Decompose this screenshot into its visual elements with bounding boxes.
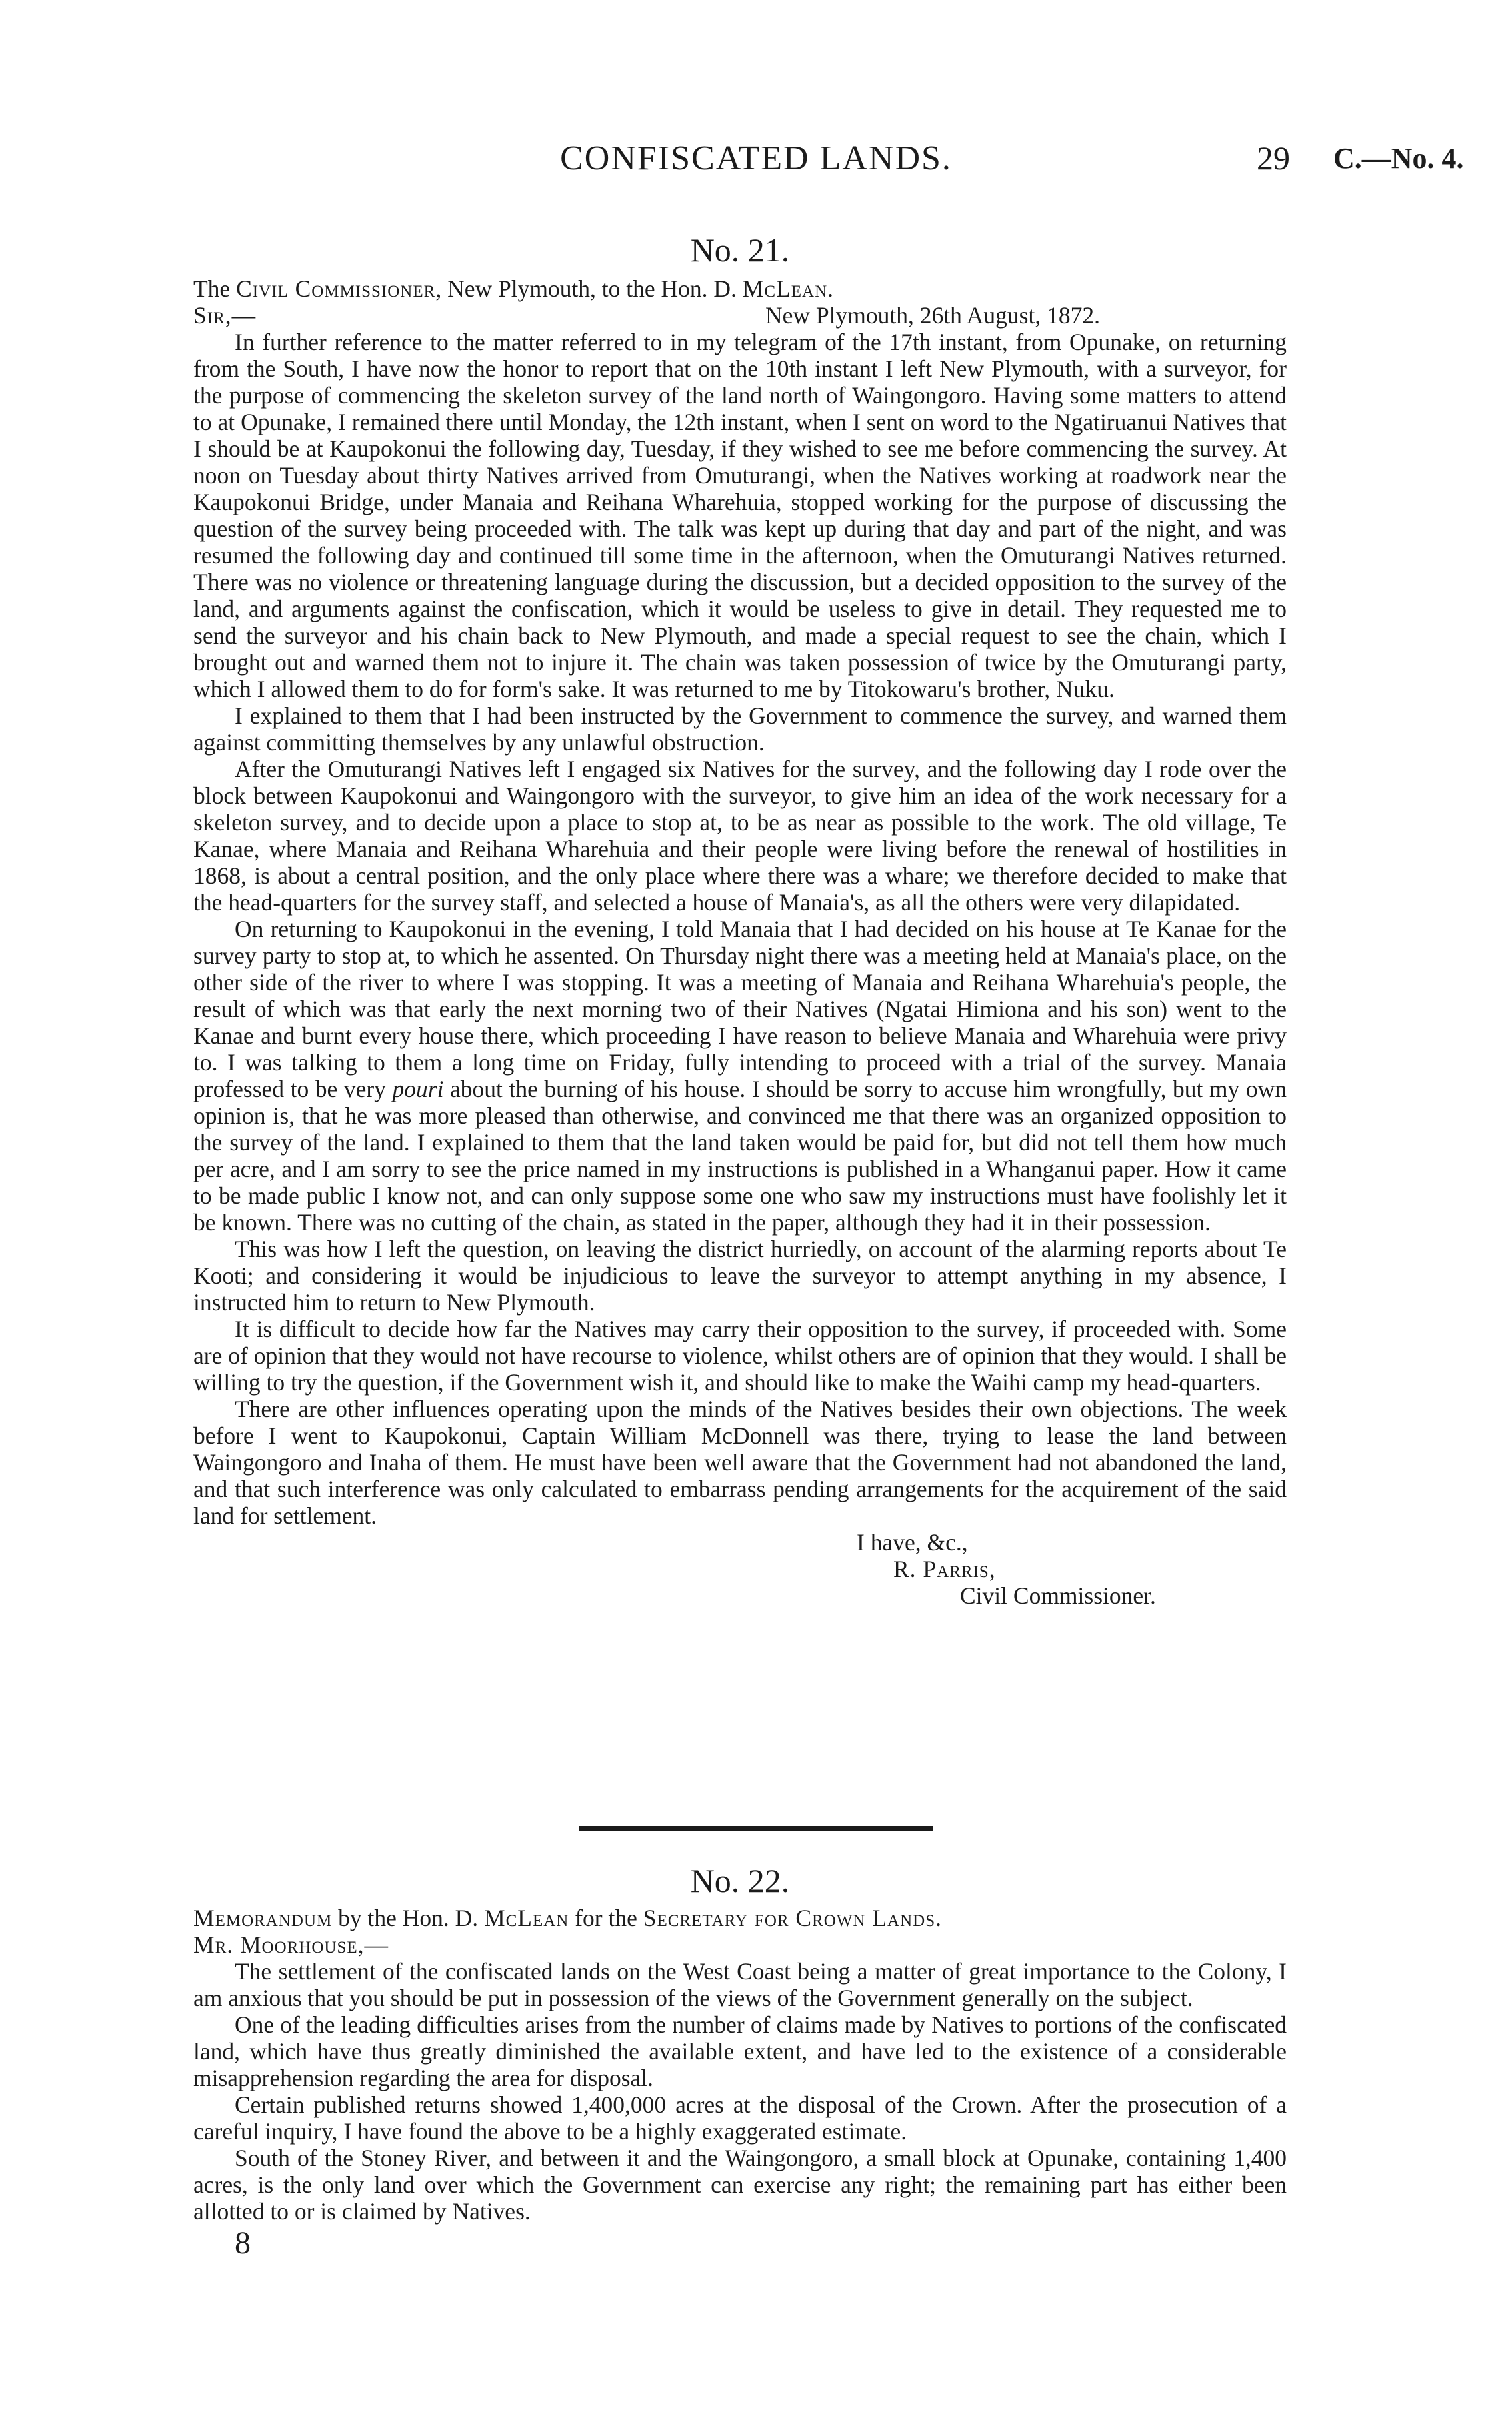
divider-rule bbox=[579, 1826, 933, 1831]
signature-title: Civil Commissioner. bbox=[960, 1582, 1156, 1609]
paragraph: South of the Stoney River, and between it and the Waingongoro, a small block at Opunake, containing 1,400 acres, is the only land over which the Government can exercise any right; the remaining part has either been allotted to or is claimed by Natives. bbox=[193, 2145, 1287, 2225]
running-header-title: CONFISCATED LANDS. bbox=[560, 139, 952, 177]
page-number: 29 bbox=[1257, 139, 1290, 177]
memorandum-22 bbox=[193, 1861, 1287, 2262]
paragraph: On returning to Kaupokonui in the evening, I told Manaia that I had decided on his house at Te Kanae for the survey party to stop at, to which he assented. On Thursday night there was a meeting held at Manaia's place, on the other side of the river to where I was stopping. It was a meeting of Manaia and Reihana Wharehuia's people, the result of which was that early the next morning two of their Natives (Ngatai Himiona and his son) went to the Kanae and burnt every house there, which proceeding I have reason to believe Manaia and Wharehuia were privy to. I was talking to them a long time on Friday, fully intending to proceed with a trial of the survey. Manaia professed to be very pouri about the burning of his house. I should be sorry to accuse him wrongfully, but my own opinion is, that he was more pleased than otherwise, and convinced me that there was an organized opposition to the survey of the land. I explained to them that the land taken would be paid for, but did not tell them how much per acre, and I am sorry to see the price named in my instructions is published in a Whanganui paper. How it came to be made public I know not, and can only suppose some one who saw my instructions must have foolishly let it be known. There was no cutting of the chain, as stated in the paper, although they had it in their possession. bbox=[193, 916, 1287, 1236]
dateline: New Plymouth, 26th August, 1872. bbox=[765, 302, 1100, 329]
memo-22-heading: Memorandum by the Hon. D. McLean for the Secretary for Crown Lands. bbox=[193, 1905, 941, 1931]
memo-22-number: No. 22. bbox=[690, 1862, 790, 1899]
paragraph: It is difficult to decide how far the Natives may carry their opposition to the survey, if proceeded with. Some are of opinion that they would not have recourse to violence, whilst others are of opinion that they would. I shall be willing to try the question, if the Government wish it, and should like to make the Waihi camp my head-quarters. bbox=[193, 1316, 1287, 1396]
paragraph: After the Omuturangi Natives left I engaged six Natives for the survey, and the following day I rode over the block between Kaupokonui and Waingongoro with the surveyor, to give him an idea of the work necessary for a skeleton survey, and to decide upon a place to stop at, to be as near as possible to the work. The old village, Te Kanae, where Manaia and Reihana Wharehuia and their people were living before the renewal of hostilities in 1868, is about a central position, and the only place where there was a whare; we therefore decided to make that the head-quarters for the survey staff, and selected a house of Manaia's, as all the others were very dilapidated. bbox=[193, 756, 1287, 916]
maori-word-pouri: pouri bbox=[392, 1076, 444, 1102]
heading-recipient: Secretary for Crown Lands bbox=[643, 1905, 936, 1931]
paper-reference: C.—No. 4. bbox=[1333, 142, 1464, 175]
heading-author: McLean bbox=[484, 1905, 569, 1931]
paragraph: The settlement of the confiscated lands on the West Coast being a matter of great importance to the Colony, I am anxious that you should be put in possession of the views of the Government generally on the subject. bbox=[193, 1958, 1287, 2011]
paragraph: I explained to them that I had been instructed by the Government to commence the survey, and warned them against committing themselves by any unlawful obstruction. bbox=[193, 702, 1287, 756]
salutation-row bbox=[193, 302, 1287, 329]
letter-21 bbox=[193, 230, 1287, 1609]
section-divider bbox=[0, 1826, 1512, 1831]
paragraph: This was how I left the question, on leaving the district hurriedly, on account of the alarming reports about Te Kooti; and considering it would be injudicious to leave the surveyor to attempt anything in my absence, I instructed him to return to New Plymouth. bbox=[193, 1236, 1287, 1316]
paragraph: One of the leading difficulties arises from the number of claims made by Natives to portions of the confiscated land, which have thus greatly diminished the available extent, and have led to the existence of a considerable misapprehension regarding the area for disposal. bbox=[193, 2011, 1287, 2091]
signature-mark: 8 bbox=[235, 2225, 251, 2261]
paragraph: There are other influences operating upon the minds of the Natives besides their own objections. The week before I went to Kaupokonui, Captain William McDonnell was there, trying to lease the land between Waingongoro and Inaha of them. He must have been well aware that the Government had not abandoned the land, and that such interference was only calculated to embarrass pending arrangements for the acquirement of the said land for settlement. bbox=[193, 1396, 1287, 1529]
salutation: Sir,— bbox=[193, 302, 257, 329]
heading-sender: Civil Commissioner bbox=[236, 275, 436, 302]
letter-21-heading: The Civil Commissioner, New Plymouth, to the Hon. D. McLean. bbox=[193, 275, 833, 302]
paragraph: In further reference to the matter referred to in my telegram of the 17th instant, from Opunake, on returning from the South, I have now the honor to report that on the 10th instant I left New Plymouth, with a surveyor, for the purpose of commencing the skeleton survey of the land north of Waingongoro. Having some matters to attend to at Opunake, I remained there until Monday, the 12th instant, when I sent on word to the Ngatiruanui Natives that I should be at Kaupokonui the following day, Tuesday, if they wished to see me before commencing the survey. At noon on Tuesday about thirty Natives arrived from Omuturangi, when the Natives working at roadwork near the Kaupokonui Bridge, under Manaia and Reihana Wharehuia, stopped working for the purpose of discussing the question of the survey being proceeded with. The talk was kept up during that day and part of the night, and was resumed the following day and continued till some time in the afternoon, when the Omuturangi Natives returned. There was no violence or threatening language during the discussion, but a decided opposition to the survey of the land, and arguments against the confiscation, which it would be useless to give in detail. They requested me to send the surveyor and his chain back to New Plymouth, and made a special request to see the chain, which I brought out and warned them not to injure it. The chain was taken possession of twice by the Omuturangi party, which I allowed them to do for form's sake. It was returned to me by Titokowaru's brother, Nuku. bbox=[193, 329, 1287, 702]
heading-recipient: McLean bbox=[742, 275, 828, 302]
letter-21-number: No. 21. bbox=[690, 231, 790, 269]
closing-phrase: I have, &c., bbox=[857, 1529, 968, 1556]
signature: R. Parris, bbox=[893, 1556, 996, 1582]
closing-block bbox=[193, 1529, 1287, 1609]
paragraph: Certain published returns showed 1,400,000 acres at the disposal of the Crown. After the prosecution of a careful inquiry, I have found the above to be a highly exaggerated estimate. bbox=[193, 2091, 1287, 2145]
memo-salutation: Mr. Moorhouse,— bbox=[193, 1931, 389, 1958]
